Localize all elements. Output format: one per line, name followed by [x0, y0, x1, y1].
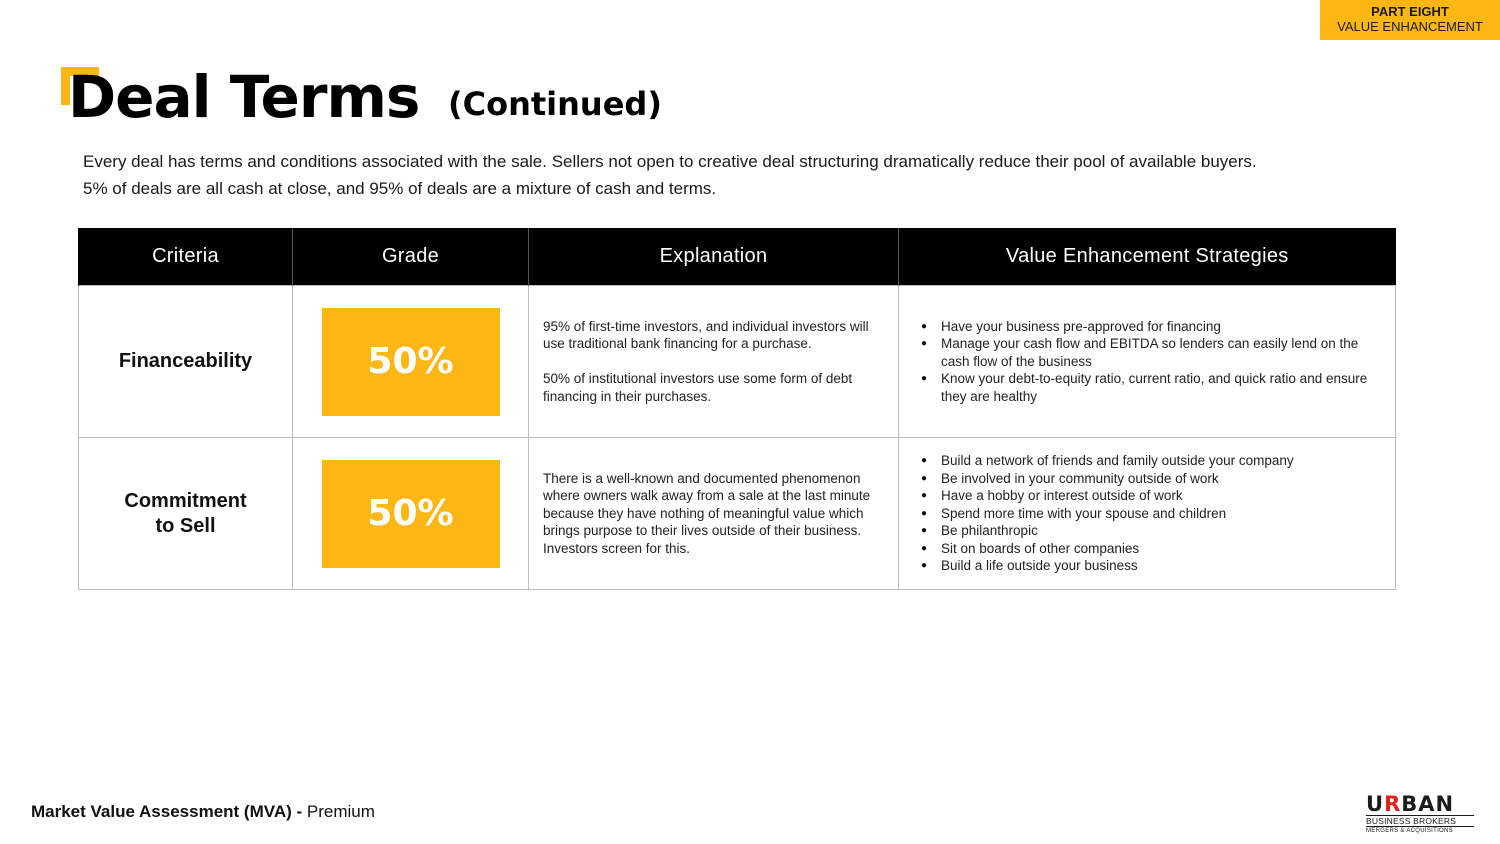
- company-logo: [1366, 793, 1474, 836]
- list-item: ● Spend more time with your spouse and children: [921, 505, 1375, 523]
- explanation-cell: [529, 438, 899, 590]
- logo-wordmark-part2: BAN: [1401, 792, 1455, 816]
- logo-wordmark-part1: U: [1366, 792, 1385, 816]
- list-item: ● Have a hobby or interest outside of work: [921, 487, 1375, 505]
- list-item: ● Sit on boards of other companies: [921, 540, 1375, 558]
- strategies-list: [921, 452, 1375, 575]
- criteria-cell: [79, 286, 293, 438]
- grade-badge: 50%: [322, 460, 500, 568]
- section-badge: [1320, 0, 1500, 40]
- header-strategies: Value Enhancement Strategies: [899, 228, 1396, 286]
- criteria-label: Commitment: [124, 489, 247, 512]
- header-explanation: Explanation: [529, 228, 899, 286]
- grade-cell: [293, 286, 529, 438]
- footer-label-bold: Market Value Assessment (MVA) -: [31, 802, 303, 821]
- header-grade: Grade: [293, 228, 529, 286]
- table-row: [79, 286, 1396, 438]
- criteria-label-line2: to Sell: [155, 514, 216, 537]
- page-subtitle: (Continued): [448, 85, 662, 123]
- deal-terms-table: [78, 228, 1396, 590]
- explanation-cell: [529, 286, 899, 438]
- grade-badge: 50%: [322, 308, 500, 416]
- criteria-label: Financeability: [118, 350, 253, 372]
- footer-label-tier: Premium: [302, 802, 375, 821]
- table-header-row: [79, 228, 1396, 286]
- page-title: Deal Terms: [68, 63, 420, 131]
- strategies-cell: [899, 438, 1396, 590]
- explanation-paragraph: 95% of first-time investors, and individual investors will use traditional bank financing for a purchase.: [543, 318, 869, 352]
- logo-wordmark-accent: R: [1384, 792, 1402, 816]
- explanation-paragraph: There is a well-known and documented phenomenon where owners walk away from a sale at the last minute because they have nothing of meaningful value which brings purpose to their lives outside of their business. Investors screen for this.: [543, 470, 871, 556]
- section-badge-part: PART EIGHT: [1371, 4, 1449, 19]
- section-badge-name: VALUE ENHANCEMENT: [1337, 19, 1483, 34]
- logo-wordmark: [1366, 793, 1474, 815]
- list-item: ● Build a life outside your business: [921, 557, 1375, 575]
- grade-cell: [293, 438, 529, 590]
- intro-line-1: Every deal has terms and conditions associated with the sale. Sellers not open to creative deal structuring dramatically reduce their pool of available buyers.: [83, 152, 1257, 171]
- list-item: ● Manage your cash flow and EBITDA so lenders can easily lend on the cash flow of the business: [921, 335, 1375, 370]
- list-item: ● Be involved in your community outside of work: [921, 470, 1375, 488]
- list-item: ● Have your business pre-approved for financing: [921, 318, 1375, 336]
- intro-line-2: 5% of deals are all cash at close, and 95% of deals are a mixture of cash and terms.: [83, 179, 717, 198]
- criteria-cell: [79, 438, 293, 590]
- strategies-cell: [899, 286, 1396, 438]
- list-item: ● Know your debt-to-equity ratio, current ratio, and quick ratio and ensure they are healthy: [921, 370, 1375, 405]
- explanation-paragraph: 50% of institutional investors use some form of debt financing in their purchases.: [543, 371, 853, 404]
- strategies-list: [921, 318, 1375, 406]
- list-item: ● Build a network of friends and family outside your company: [921, 452, 1375, 470]
- logo-tagline: BUSINESS BROKERS: [1366, 815, 1474, 827]
- logo-subtagline: MERGERS & ACQUISITIONS: [1366, 828, 1453, 834]
- table-row: [79, 438, 1396, 590]
- intro-paragraph: [83, 148, 1403, 202]
- header-criteria: Criteria: [79, 228, 293, 286]
- list-item: ● Be philanthropic: [921, 522, 1375, 540]
- footer-label: [31, 801, 375, 823]
